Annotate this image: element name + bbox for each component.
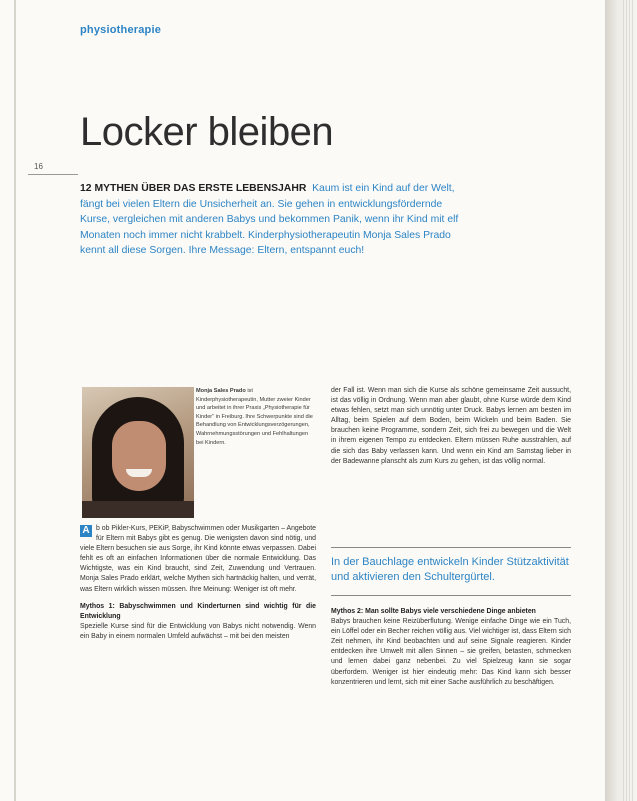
article-title: Locker bleiben: [80, 110, 334, 154]
myth-1-heading: Mythos 1: Babyschwimmen und Kinderturnen sind wichtig für die Entwicklung: [80, 602, 316, 620]
body-column-2-lower: [331, 607, 571, 688]
binding-line: [14, 0, 16, 801]
photo-face: [112, 421, 166, 491]
body-column-2: [331, 386, 571, 467]
lead-text: Kaum ist ein Kind auf der Welt, fängt bei vielen Eltern die Unsicherheit an. Sie gehen in entwicklungsfördernde Kurse, vergleichen mit anderen Babys und bekommen Panik, wenn ihr Kind mit elf Monaten noch immer nicht krabbelt. Kinderphysiotherapeutin Monja Sales Prado kennt all diese Sorgen. Ihre Message: Eltern, entspannt euch!: [80, 183, 459, 257]
myth-1-text: Spezielle Kurse sind für die Entwicklung von Babys nicht notwendig. Wenn ein Baby in einem normalen Umfeld aufwächst – mit bei den meisten: [80, 622, 316, 640]
page-number-rule: [28, 174, 78, 175]
myth-2-text: Babys brauchen keine Reizüberflutung. Wenige einfache Dinge wie ein Tuch, ein Löffel oder ein Becher reichen völlig aus. Viel wichtiger ist, dass Eltern sich Zeit nehmen, ihr Kind beobachten und auf seine Signale reagieren. Kinder entdecken ihre Umwelt mit allen Sinnen – sie greifen, betasten, schmecken und lernen dabei ganz nebenbei. Zu viel Spielzeug kann sie sogar überfordern. Weniger ist hier eindeutig mehr: Das Kind kann sich besser konzentrieren und lernt, sich mit einer Sache ausführlich zu beschäftigen.: [331, 618, 571, 686]
article-lead: [80, 181, 466, 259]
dropcap: A: [80, 525, 92, 537]
body-column-1: [80, 524, 316, 642]
myth-2-heading: Mythos 2: Man sollte Babys viele verschiedene Dinge anbieten: [331, 608, 536, 615]
column-2-paragraph: der Fall ist. Wenn man sich die Kurse als schöne gemeinsame Zeit aussucht, ist das völlig in Ordnung. Wenn man aber glaubt, ohne Kurse würde dem Kind etwas fehlen, setzt man sich unnötig unter Druck. Babys lernen am besten im Alltag, beim Spielen auf dem Boden, beim Wickeln und beim Baden. Sie brauchen keine Programme, sondern Zeit, sich frei zu bewegen und die Welt in ihrem eigenen Tempo zu entdecken. Eltern müssen Ruhe ausstrahlen, auf die sich das Baby verlassen kann. Und wenn ein Kind am Samstag lieber in der Badewanne planscht als zum Kurs zu gehen, ist das völlig normal.: [331, 387, 571, 465]
author-photo: [82, 387, 194, 518]
page-edge-lines: [623, 0, 633, 801]
section-label-part1: physio: [80, 24, 117, 36]
intro-paragraph: b ob Pikler-Kurs, PEKiP, Babyschwimmen oder Musikgarten – Angebote für Eltern mit Babys gibt es genug. Die wenigsten davon sind nötig, und viele Eltern besuchen sie aus Sorge, ihr Kind könnte etwas verpassen. Dabei fehlt es oft an einfachen Informationen über die normale Entwicklung. Das Wichtigste, was ein Kind braucht, sind Zeit, Zuwendung und Vertrauen. Monja Sales Prado erklärt, welche Mythen sich hartnäckig halten, und verrät, was Eltern wirklich wissen müssen. Ihre Meinung: Weniger ist oft mehr.: [80, 525, 316, 593]
caption-name: Monja Sales Prado: [196, 388, 246, 394]
page-edge: [605, 0, 637, 801]
section-label: [80, 24, 161, 36]
photo-shirt: [82, 501, 194, 518]
lead-kicker: 12 MYTHEN ÜBER DAS ERSTE LEBENSJAHR: [80, 183, 307, 194]
photo-smile: [126, 469, 152, 477]
page-number: 16: [34, 162, 43, 171]
caption-text: ist Kinderphysiotherapeutin, Mutter zweier Kinder und arbeitet in ihrer Praxis „Physiotherapie für Kinder“ in Freiburg. Ihre Schwerpunkte sind die Behandlung von Entwicklungsverzögerungen, Wahrnehmungsstörungen und Fehlhaltungen bei Kindern.: [196, 388, 313, 446]
section-label-part2: therapie: [116, 24, 162, 36]
pull-quote: In der Bauchlage entwickeln Kinder Stützaktivität und aktivieren den Schultergürtel.: [331, 547, 571, 596]
photo-caption: [196, 387, 314, 447]
